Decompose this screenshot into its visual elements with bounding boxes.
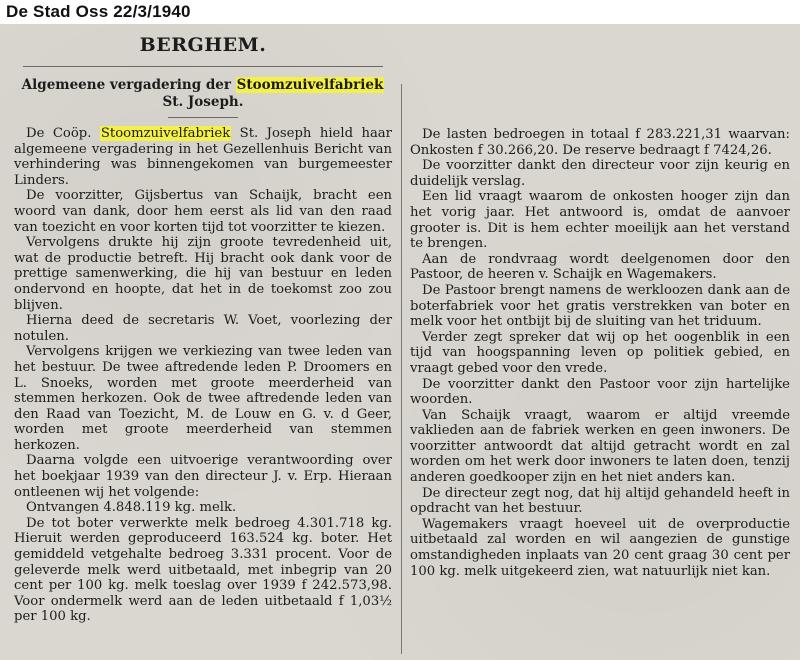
intro-start: De Coöp. xyxy=(26,126,100,141)
paragraph: Ontvangen 4.848.119 kg. melk. xyxy=(26,500,237,516)
highlighted-term: Stoomzuivelfabriek xyxy=(236,77,384,93)
paragraph: Hierna deed de secretaris W. Voet, voorlezing der notulen. xyxy=(14,313,392,344)
paragraph: De tot boter verwerkte melk bedroeg 4.301.718 kg. Hieruit werden geproduceerd 163.524 kg. boter. Het gemiddeld vetgehalte bedroeg 3.331 procent. Voor de geleverde melk werd uitbetaald, met inbegrip van 20 cent per 100 kg. melk toeslag over 1939 f 242.573,98. Voor ondermelk werd aan de leden uitbetaald f 1,03½ per 100 kg. xyxy=(14,515,392,625)
paragraph: Aan de rondvraag wordt deelgenomen door den Pastoor, de heeren v. Schaijk en Wagemakers. xyxy=(410,251,790,283)
paragraph: Vervolgens drukte hij zijn groote tevredenheid uit, wat de productie betreft. Hij bracht ook dank voor de prettige samenwerking, die hij van bestuur en leden ondervond en hoopte, dat het in de toekomst zoo zou blijven. xyxy=(14,235,392,313)
paragraph: De Pastoor brengt namens de werkloozen dank aan de boterfabriek voor het gratis verstrekken van boter en melk voor het ontbijt bij de sluiting van het triduum. xyxy=(410,282,790,330)
paragraph: Wagemakers vraagt hoeveel uit de overproductie uitbetaald zal worden en wil aangezien de gunstige omstandigheden inplaats van 20 cent graag 30 cent per 100 kg. melk uitgekeerd zien, wat natuurlijk niet kan. xyxy=(410,516,790,579)
paragraph: De voorzitter dankt den Pastoor voor zijn hartelijke woorden. xyxy=(410,376,790,408)
paragraph: De lasten bedroegen in totaal f 283.221,31 waarvan: Onkosten f 30.266,20. De reserve bedraagt f 7424,26. xyxy=(410,127,790,158)
subheading-rule xyxy=(168,117,238,118)
subheading-line2: St. Joseph. xyxy=(162,94,244,110)
subheading-text: Algemeene vergadering der xyxy=(21,77,236,93)
newspaper-clipping xyxy=(0,24,800,660)
article-subheading xyxy=(14,77,392,111)
clipping-caption: De Stad Oss 22/3/1940 xyxy=(6,2,191,21)
column-divider xyxy=(401,84,402,654)
paragraph: De voorzitter, Gijsbertus van Schaijk, bracht een woord van dank, door hem eerst als lid van den raad van toezicht en voor korten tijd tot voorzitter te kiezen. xyxy=(14,188,392,235)
paragraph: Een lid vraagt waarom de onkosten hooger zijn dan het vorig jaar. Het antwoord is, omdat de aanvoer grooter is. Dit is hem echter moeilijk aan het verstand te brengen. xyxy=(410,189,790,252)
paragraph: Van Schaijk vraagt, waarom er altijd vreemde vaklieden aan de fabriek werken en geen inwoners. De voorzitter antwoordt dat altijd getracht wordt en zal worden om het werk door inwoners te laten doen, tenzij anderen goedkooper zijn en het niet anders kan. xyxy=(410,407,790,486)
paragraph: Daarna volgde een uitvoerige verantwoording over het boekjaar 1939 van den directeur J. v. Erp. Hieraan ontleenen wij het volgende: xyxy=(14,453,392,500)
highlighted-term: Stoomzuivelfabriek xyxy=(100,126,231,141)
heading-rule xyxy=(23,66,383,67)
article-heading: BERGHEM. xyxy=(139,34,267,56)
paragraph-intro xyxy=(14,126,392,188)
paragraph: Verder zegt spreker dat wij op het oogenblik in een tijd van hoogspanning leven op politiek gebied, en vraagt gebed voor den vrede. xyxy=(410,329,790,376)
intro-rest: St. Joseph hield haar algemeene vergadering in het Gezellenhuis Bericht van verhindering was binnengekomen van burgemeester Linders. xyxy=(14,126,392,188)
left-column xyxy=(14,24,392,625)
paragraph: De directeur zegt nog, dat hij altijd gehandeld heeft in opdracht van het bestuur. xyxy=(410,485,790,517)
paragraph: Vervolgens krijgen we verkiezing van twee leden van het bestuur. De twee aftredende leden P. Droomers en L. Snoeks, worden met groote meerderheid van stemmen herkozen. Ook de twee aftredende leden van den Raad van Toezicht, M. de Louw en G. v. d Geer, worden met groote meerderheid van stemmen herkozen. xyxy=(14,344,392,453)
right-column xyxy=(410,24,790,579)
paragraph: De voorzitter dankt den directeur voor zijn keurig en duidelijk verslag. xyxy=(410,158,790,189)
